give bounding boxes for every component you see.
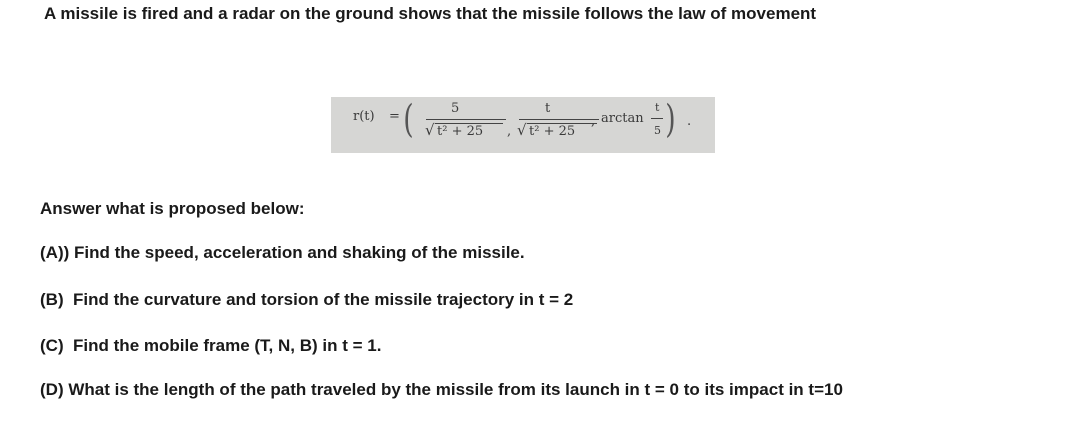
comma-2: , bbox=[591, 114, 596, 129]
question-d: (D) What is the length of the path traveled by the missile from its launch in t = 0 to its impact in t=10 bbox=[40, 380, 843, 399]
fraction3-denominator: 5 bbox=[654, 124, 661, 137]
fraction2-numerator: t bbox=[545, 101, 551, 116]
question-a: (A)) Find the speed, acceleration and shaking of the missile. bbox=[40, 243, 525, 262]
comma-1: , bbox=[507, 124, 512, 139]
fraction1-bar bbox=[426, 119, 506, 120]
formula-equals: = bbox=[389, 109, 400, 124]
question-b: (B) Find the curvature and torsion of the missile trajectory in t = 2 bbox=[40, 290, 574, 309]
answer-heading: Answer what is proposed below: bbox=[40, 199, 305, 218]
sqrt2-icon: √ bbox=[517, 121, 527, 139]
formula-period: . bbox=[687, 114, 692, 129]
formula-image bbox=[331, 97, 715, 153]
problem-intro: A missile is fired and a radar on the ground shows that the missile follows the law of movement bbox=[44, 4, 817, 23]
fraction2-denominator: t² + 25 bbox=[529, 124, 576, 139]
sqrt1-icon: √ bbox=[425, 121, 435, 139]
arctan-label: arctan bbox=[601, 111, 644, 126]
right-paren: ) bbox=[665, 97, 676, 141]
fraction3-bar bbox=[651, 118, 663, 119]
formula-lhs: r(t) bbox=[353, 109, 375, 124]
fraction1-denominator: t² + 25 bbox=[437, 124, 484, 139]
fraction2-bar bbox=[519, 119, 599, 120]
left-paren: ( bbox=[403, 97, 414, 141]
fraction1-numerator: 5 bbox=[451, 101, 460, 116]
question-c: (C) Find the mobile frame (T, N, B) in t = 1. bbox=[40, 336, 382, 355]
fraction3-numerator: t bbox=[655, 101, 660, 114]
